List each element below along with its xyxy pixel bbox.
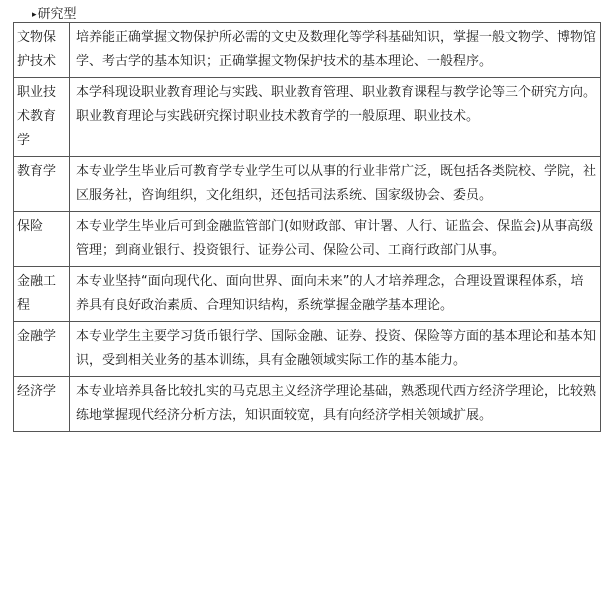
major-description: 本学科现设职业教育理论与实践、职业教育管理、职业教育课程与教学论等三个研究方向。职业教育理论与实践研究探讨职业技术教育学的一般原理、职业技术。 — [70, 78, 601, 157]
table-row — [14, 377, 601, 432]
major-name: 职业技术教育学 — [14, 78, 70, 157]
major-name: 保险 — [14, 212, 70, 267]
table-row — [14, 23, 601, 78]
major-name: 金融工程 — [14, 267, 70, 322]
table-row — [14, 212, 601, 267]
majors-table — [13, 22, 601, 432]
bullet-marker-icon: ▸ — [32, 10, 37, 20]
major-name: 文物保护技术 — [14, 23, 70, 78]
major-description: 本专业培养具备比较扎实的马克思主义经济学理论基础，熟悉现代西方经济学理论，比较熟练地掌握现代经济分析方法，知识面较宽，具有向经济学相关领域扩展。 — [70, 377, 601, 432]
major-description: 本专业学生毕业后可教育学专业学生可以从事的行业非常广泛，既包括各类院校、学院，社区服务社，咨询组织，文化组织，还包括司法系统、国家级协会、委员。 — [70, 157, 601, 212]
section-title: 研究型 — [37, 7, 77, 22]
table-row — [14, 157, 601, 212]
major-name: 教育学 — [14, 157, 70, 212]
table-row — [14, 267, 601, 322]
major-description: 本专业坚持“面向现代化、面向世界、面向未来”的人才培养理念，合理设置课程体系，培养具有良好政治素质、合理知识结构，系统掌握金融学基本理论。 — [70, 267, 601, 322]
major-name: 金融学 — [14, 322, 70, 377]
major-description: 本专业学生毕业后可到金融监管部门(如财政部、审计署、人行、证监会、保监会)从事高级管理；到商业银行、投资银行、证券公司、保险公司、工商行政部门从事。 — [70, 212, 601, 267]
major-description: 培养能正确掌握文物保护所必需的文史及数理化等学科基础知识，掌握一般文物学、博物馆学、考古学的基本知识；正确掌握文物保护技术的基本理论、一般程序。 — [70, 23, 601, 78]
major-name: 经济学 — [14, 377, 70, 432]
major-description: 本专业学生主要学习货币银行学、国际金融、证券、投资、保险等方面的基本理论和基本知识，受到相关业务的基本训练，具有金融领域实际工作的基本能力。 — [70, 322, 601, 377]
table-row — [14, 78, 601, 157]
table-row — [14, 322, 601, 377]
